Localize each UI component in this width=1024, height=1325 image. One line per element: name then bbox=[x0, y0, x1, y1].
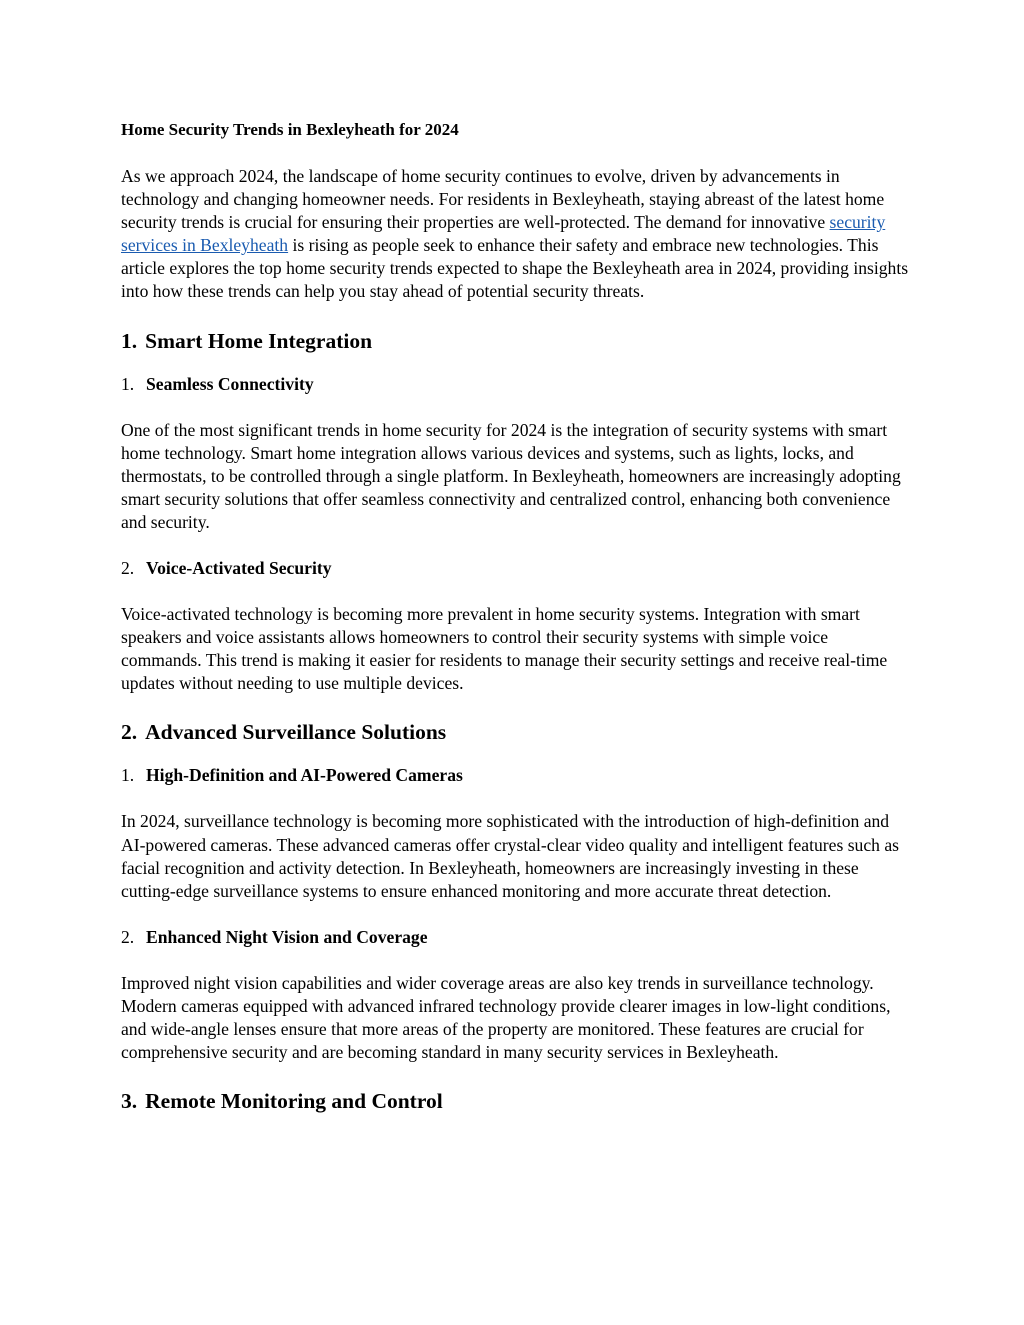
subsection-number: 2. bbox=[121, 926, 135, 947]
section-heading-remote-monitoring bbox=[121, 1087, 911, 1115]
subsection-title: Seamless Connectivity bbox=[146, 373, 314, 394]
section-title: Remote Monitoring and Control bbox=[145, 1089, 443, 1114]
section-title: Advanced Surveillance Solutions bbox=[145, 720, 447, 745]
section-title: Smart Home Integration bbox=[145, 328, 373, 353]
subsection-heading-hd-ai-cameras bbox=[121, 764, 911, 787]
section-number: 1. bbox=[121, 328, 138, 353]
paragraph-night-vision: Improved night vision capabilities and wider coverage areas are also key trends in surveillance technology. Modern cameras equipped with advanced infrared technology provide clearer images in low-light conditions, and wide-angle lenses ensure that more areas of the property are monitored. These features are crucial for comprehensive security and are becoming standard in many security services in Bexleyheath. bbox=[121, 972, 891, 1063]
paragraph-seamless-connectivity: One of the most significant trends in home security for 2024 is the integration of security systems with smart home technology. Smart home integration allows various devices and systems, such as lights, locks, and thermostats, to be controlled through a single platform. In Bexleyheath, homeowners are increasingly adopting smart security solutions that offer seamless connectivity and centralized control, enhancing both convenience and security. bbox=[121, 419, 901, 532]
subsection-number: 1. bbox=[121, 373, 135, 394]
subsection-number: 2. bbox=[121, 558, 135, 579]
document-title: Home Security Trends in Bexleyheath for 2024 bbox=[121, 120, 459, 139]
subsection-title: Voice-Activated Security bbox=[146, 558, 332, 579]
document-page bbox=[121, 118, 911, 1133]
subsection-title: Enhanced Night Vision and Coverage bbox=[146, 926, 428, 947]
section-heading-smart-home bbox=[121, 327, 911, 355]
intro-text-before-link: As we approach 2024, the landscape of home security continues to evolve, driven by advancements in technology and changing homeowner needs. For residents in Bexleyheath, staying abreast of the latest home security trends is crucial for ensuring their properties are well-protected. The demand for innovative bbox=[121, 166, 885, 233]
subsection-number: 1. bbox=[121, 765, 135, 786]
subsection-heading-seamless-connectivity bbox=[121, 373, 911, 396]
intro-paragraph bbox=[121, 165, 911, 304]
section-heading-surveillance bbox=[121, 718, 911, 746]
subsection-title: High-Definition and AI-Powered Cameras bbox=[146, 765, 463, 786]
security-services-link[interactable]: security services in Bexleyheath bbox=[121, 212, 886, 256]
subsection-heading-voice-activated bbox=[121, 557, 911, 580]
section-number: 2. bbox=[121, 720, 138, 745]
subsection-heading-night-vision bbox=[121, 926, 911, 949]
section-number: 3. bbox=[121, 1089, 138, 1114]
paragraph-voice-activated: Voice-activated technology is becoming more prevalent in home security systems. Integration with smart speakers and voice assistants allows homeowners to control their security systems with simple voice commands. This trend is making it easier for residents to manage their security settings and receive real-time updates without needing to use multiple devices. bbox=[121, 604, 888, 694]
paragraph-hd-ai-cameras: In 2024, surveillance technology is becoming more sophisticated with the introduction of high-definition and AI-powered cameras. These advanced cameras offer crystal-clear video quality and intelligent features such as facial recognition and activity detection. In Bexleyheath, homeowners are increasingly investing in these cutting-edge surveillance systems to ensure enhanced monitoring and more accurate threat detection. bbox=[121, 811, 900, 901]
intro-text-after-link: is rising as people seek to enhance their safety and embrace new technologies. This article explores the top home security trends expected to shape the Bexleyheath area in 2024, providing insights into how these trends can help you stay ahead of potential security threats. bbox=[121, 235, 909, 302]
